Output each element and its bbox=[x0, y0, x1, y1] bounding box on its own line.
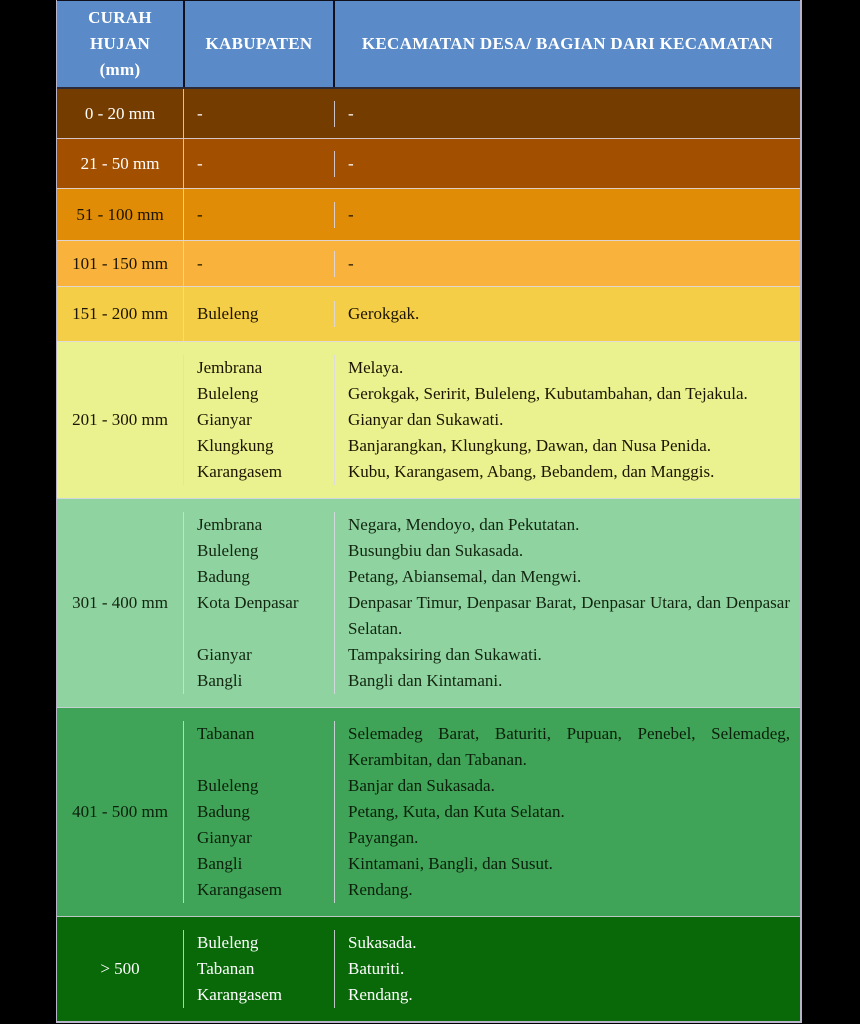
entries-grid bbox=[183, 355, 800, 485]
kabupaten-cell: Tabanan bbox=[197, 959, 255, 978]
range-cell: 401 - 500 mm bbox=[72, 802, 168, 821]
kabupaten-cell: Buleleng bbox=[197, 304, 259, 323]
desa-cell: Rendang. bbox=[334, 982, 800, 1008]
entries-grid bbox=[183, 512, 800, 694]
kabupaten-cell: Karangasem bbox=[197, 880, 282, 899]
header-kecamatan: KECAMATAN DESA/ BAGIAN DARI KECAMATAN bbox=[333, 1, 800, 87]
kabupaten-cell: Bangli bbox=[197, 854, 243, 873]
desa-cell: - bbox=[334, 101, 800, 127]
desa-cell: Banjar dan Sukasada. bbox=[334, 773, 800, 799]
desa-cell: - bbox=[334, 202, 800, 228]
kabupaten-cell: Gianyar bbox=[197, 645, 252, 664]
kabupaten-cell: - bbox=[197, 103, 203, 123]
entries-grid bbox=[183, 287, 800, 341]
rainfall-band-3 bbox=[57, 188, 800, 240]
kabupaten-cell: - bbox=[197, 253, 203, 273]
header-curah-hujan-line2: HUJAN bbox=[89, 34, 151, 53]
kabupaten-cell: Gianyar bbox=[197, 828, 252, 847]
kabupaten-cell: Klungkung bbox=[197, 436, 274, 455]
entries-grid bbox=[183, 89, 800, 138]
desa-cell: Kintamani, Bangli, dan Susut. bbox=[334, 851, 800, 877]
desa-cell: Rendang. bbox=[334, 877, 800, 903]
rainfall-band-2 bbox=[57, 138, 800, 188]
kabupaten-cell: Badung bbox=[197, 567, 250, 586]
kabupaten-cell: Karangasem bbox=[197, 462, 282, 481]
desa-cell: Gerokgak, Seririt, Buleleng, Kubutambahan, dan Tejakula. bbox=[334, 381, 800, 407]
kabupaten-cell: Buleleng bbox=[197, 933, 259, 952]
kabupaten-cell: Buleleng bbox=[197, 541, 259, 560]
kabupaten-cell: Jembrana bbox=[197, 358, 263, 377]
rainfall-band-8 bbox=[57, 707, 800, 916]
rainfall-table bbox=[56, 0, 802, 1023]
kabupaten-cell: Badung bbox=[197, 802, 250, 821]
kabupaten-cell: Jembrana bbox=[197, 515, 263, 534]
range-cell: 51 - 100 mm bbox=[76, 204, 164, 224]
desa-cell: Baturiti. bbox=[334, 956, 800, 982]
entries-grid bbox=[183, 139, 800, 188]
header-curah-hujan bbox=[57, 1, 183, 87]
desa-cell: Banjarangkan, Klungkung, Dawan, dan Nusa Penida. bbox=[334, 433, 800, 459]
rainfall-band-5 bbox=[57, 286, 800, 341]
kabupaten-cell: Kota Denpasar bbox=[197, 593, 299, 612]
desa-cell: - bbox=[334, 251, 800, 277]
entries-grid bbox=[183, 189, 800, 240]
desa-cell: Selemadeg Barat, Baturiti, Pupuan, Penebel, Selemadeg, Kerambitan, dan Tabanan. bbox=[334, 721, 800, 773]
desa-cell: Gerokgak. bbox=[334, 301, 800, 327]
desa-cell: Tampaksiring dan Sukawati. bbox=[334, 642, 800, 668]
entries-grid bbox=[183, 721, 800, 903]
desa-cell: Melaya. bbox=[334, 355, 800, 381]
rainfall-band-7 bbox=[57, 498, 800, 707]
table-header-row bbox=[57, 0, 800, 89]
desa-cell: - bbox=[334, 151, 800, 177]
desa-cell: Negara, Mendoyo, dan Pekutatan. bbox=[334, 512, 800, 538]
desa-cell: Petang, Abiansemal, dan Mengwi. bbox=[334, 564, 800, 590]
rainfall-band-6 bbox=[57, 341, 800, 498]
range-cell: 0 - 20 mm bbox=[84, 103, 156, 123]
kabupaten-cell: Buleleng bbox=[197, 384, 259, 403]
desa-cell: Gianyar dan Sukawati. bbox=[334, 407, 800, 433]
desa-cell: Payangan. bbox=[334, 825, 800, 851]
range-cell: 21 - 50 mm bbox=[80, 153, 160, 173]
rainfall-band-1 bbox=[57, 89, 800, 138]
entries-grid bbox=[183, 241, 800, 286]
entries-grid bbox=[183, 930, 800, 1008]
kabupaten-cell: - bbox=[197, 204, 203, 224]
desa-cell: Bangli dan Kintamani. bbox=[334, 668, 800, 694]
kabupaten-cell: Gianyar bbox=[197, 410, 252, 429]
rainfall-band-4 bbox=[57, 240, 800, 286]
desa-cell: Petang, Kuta, dan Kuta Selatan. bbox=[334, 799, 800, 825]
desa-cell: Sukasada. bbox=[334, 930, 800, 956]
kabupaten-cell: - bbox=[197, 153, 203, 173]
desa-cell: Kubu, Karangasem, Abang, Bebandem, dan Manggis. bbox=[334, 459, 800, 485]
header-curah-hujan-line1: CURAH bbox=[88, 8, 152, 27]
range-cell: 151 - 200 mm bbox=[72, 304, 168, 323]
desa-cell: Denpasar Timur, Denpasar Barat, Denpasar Utara, dan Denpasar Selatan. bbox=[334, 590, 800, 642]
range-cell: > 500 bbox=[100, 959, 140, 978]
range-cell: 201 - 300 mm bbox=[72, 410, 168, 429]
header-kabupaten: KABUPATEN bbox=[183, 1, 333, 87]
kabupaten-cell: Tabanan bbox=[197, 724, 255, 743]
kabupaten-cell: Karangasem bbox=[197, 985, 282, 1004]
range-cell: 101 - 150 mm bbox=[72, 253, 168, 273]
kabupaten-cell: Buleleng bbox=[197, 776, 259, 795]
desa-cell: Busungbiu dan Sukasada. bbox=[334, 538, 800, 564]
header-curah-hujan-line3: (mm) bbox=[99, 60, 141, 79]
table-body bbox=[57, 89, 800, 1021]
kabupaten-cell: Bangli bbox=[197, 671, 243, 690]
rainfall-band-9 bbox=[57, 916, 800, 1021]
range-cell: 301 - 400 mm bbox=[72, 593, 168, 612]
